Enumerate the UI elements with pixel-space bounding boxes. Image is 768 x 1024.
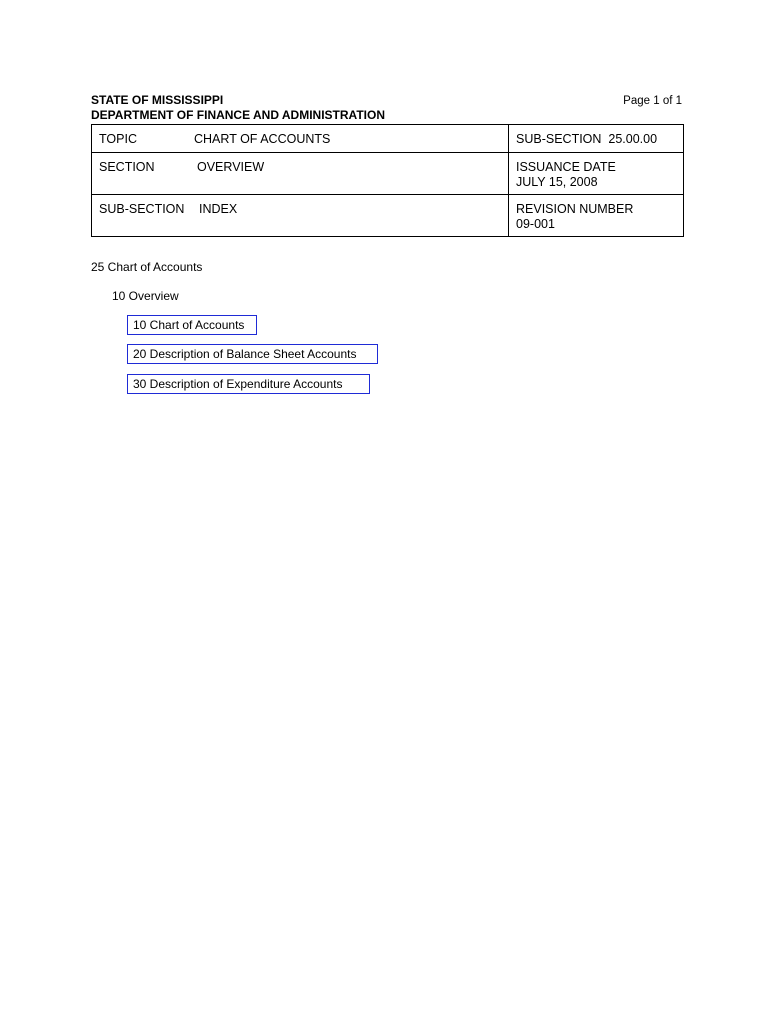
topic-cell bbox=[92, 125, 509, 153]
issuance-date-value: JULY 15, 2008 bbox=[516, 175, 598, 189]
organization-name: STATE OF MISSISSIPPI bbox=[91, 93, 224, 107]
section-label: SECTION bbox=[99, 160, 155, 174]
index-heading-chart-of-accounts: 25 Chart of Accounts bbox=[91, 260, 203, 274]
subsection-row bbox=[92, 195, 684, 237]
revision-number-value: 09-001 bbox=[516, 217, 555, 231]
link-chart-of-accounts[interactable]: 10 Chart of Accounts bbox=[127, 315, 257, 335]
link-balance-sheet-accounts[interactable]: 20 Description of Balance Sheet Accounts bbox=[127, 344, 378, 364]
document-info-table bbox=[91, 124, 684, 237]
subsection-label: SUB-SECTION bbox=[99, 202, 185, 216]
topic-row bbox=[92, 125, 684, 153]
topic-value: CHART OF ACCOUNTS bbox=[194, 132, 331, 146]
topic-label: TOPIC bbox=[99, 132, 137, 146]
revision-number-label: REVISION NUMBER bbox=[516, 202, 634, 216]
subsection-cell bbox=[92, 195, 509, 237]
subsection-code-value: 25.00.00 bbox=[608, 132, 658, 146]
section-row bbox=[92, 153, 684, 195]
subsection-code-label: SUB-SECTION bbox=[516, 132, 602, 146]
department-name: DEPARTMENT OF FINANCE AND ADMINISTRATION bbox=[91, 108, 385, 122]
index-subheading-overview: 10 Overview bbox=[112, 289, 179, 303]
page-number: Page 1 of 1 bbox=[623, 95, 682, 107]
revision-cell bbox=[509, 195, 684, 237]
issuance-cell bbox=[509, 153, 684, 195]
section-cell bbox=[92, 153, 509, 195]
section-value: OVERVIEW bbox=[197, 160, 265, 174]
link-expenditure-accounts[interactable]: 30 Description of Expenditure Accounts bbox=[127, 374, 370, 394]
issuance-date-label: ISSUANCE DATE bbox=[516, 160, 616, 174]
subsection-value: INDEX bbox=[199, 202, 238, 216]
subsection-code-cell bbox=[509, 125, 684, 153]
